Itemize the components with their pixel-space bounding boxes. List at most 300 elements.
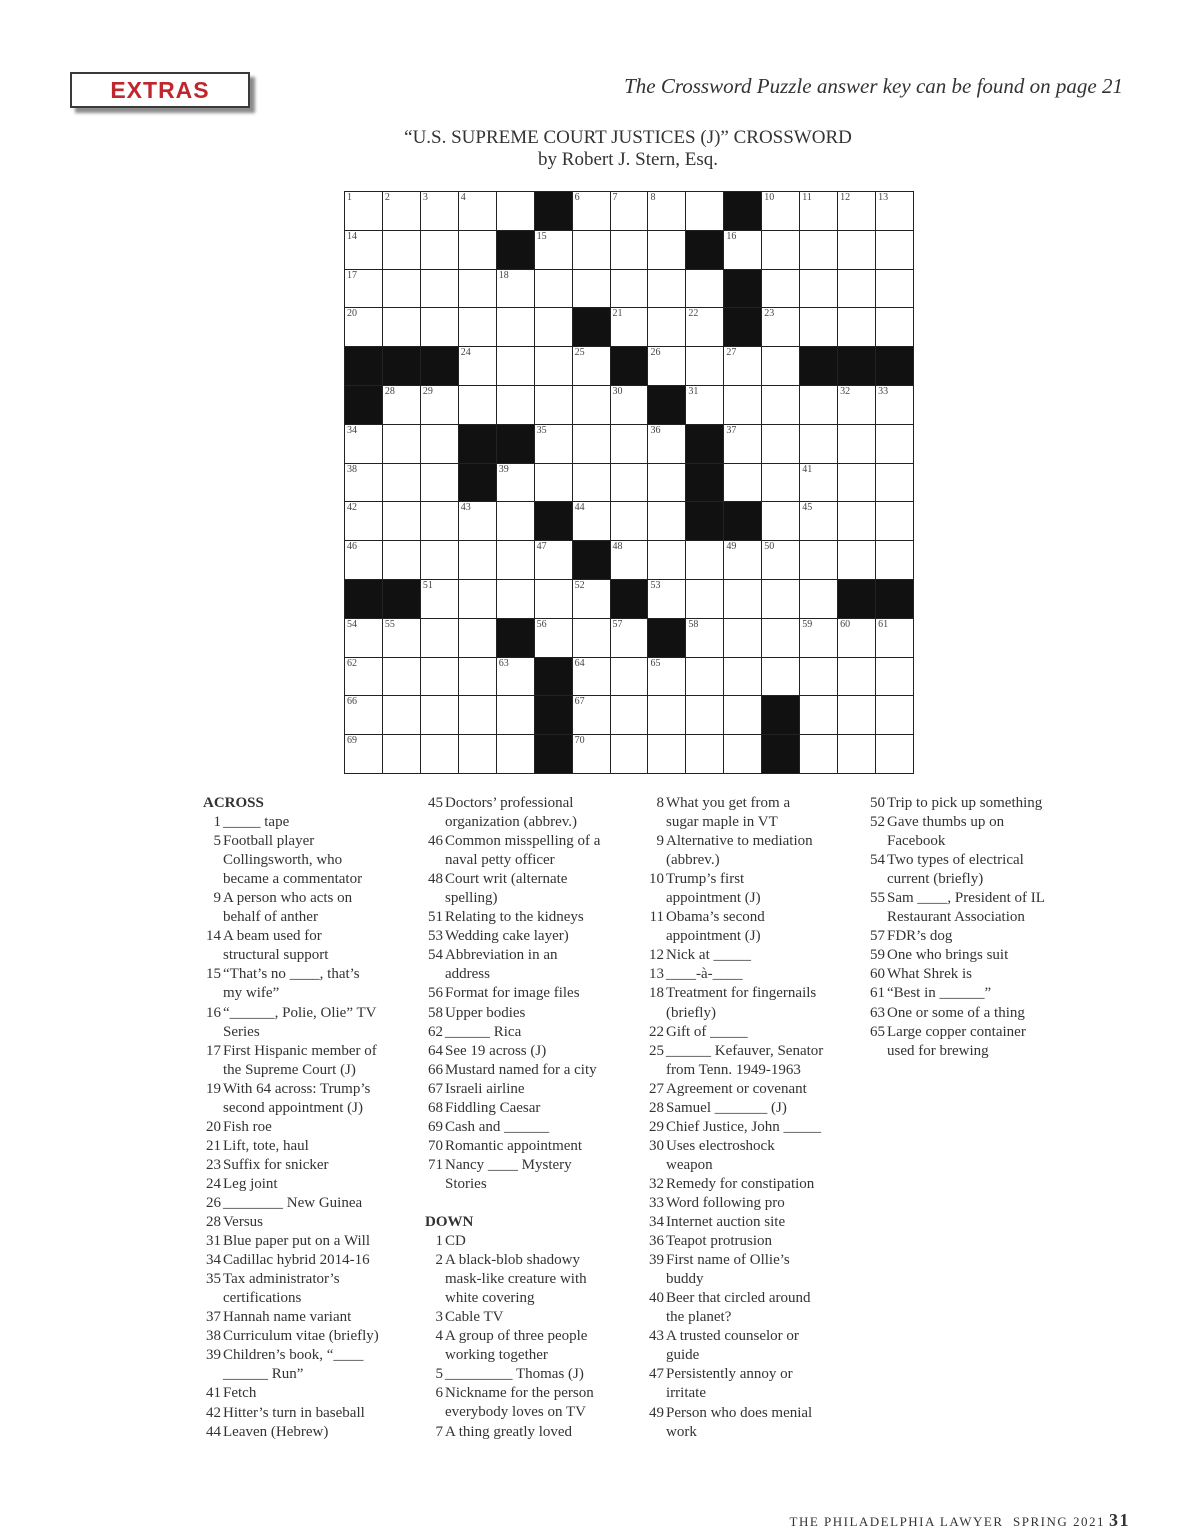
section-tag-label: EXTRAS [110,76,210,103]
clue-number: 63 [498,657,509,669]
grid-square [800,658,838,697]
clue-number-label: 4 [435,1328,443,1345]
grid-square [648,347,686,386]
grid-square [724,735,762,774]
clue-line [646,908,861,927]
grid-square [611,541,649,580]
clue-number-label: 61 [870,985,885,1002]
clue-line [646,794,861,813]
clue-text: Fiddling Caesar [445,1099,541,1116]
grid-square [838,192,876,231]
grid-square [497,580,535,619]
clue-number: 33 [878,385,889,397]
grid-square [497,735,535,774]
clue-line [646,1042,861,1061]
clue-line [425,1289,640,1308]
clue-number: 47 [536,541,547,553]
clue-number-label: 33 [649,1194,664,1211]
clue-number-label: 7 [435,1423,443,1440]
grid-square [648,425,686,464]
grid-square [535,308,573,347]
block-square [724,192,762,231]
crossword-grid [344,191,914,774]
clue-number-label: 34 [649,1214,664,1231]
clue-line [867,813,1082,832]
clue-line [425,1270,640,1289]
grid-square [611,735,649,774]
grid-square [421,464,459,503]
clue-line [425,1175,640,1194]
clue-text: Fetch [223,1385,257,1402]
clue-text: See 19 across (J) [445,1042,547,1059]
clue-number-label: 54 [870,852,885,869]
grid-square [459,192,497,231]
clue-line [203,946,418,965]
grid-square [762,502,800,541]
grid-square [838,658,876,697]
clue-line [646,965,861,984]
clue-number-label: 51 [428,909,443,926]
clue-text: Beer that circled around [666,1290,811,1307]
grid-square [762,386,800,425]
clue-line [867,1042,1082,1061]
clue-number-label: 59 [870,947,885,964]
clue-number: 18 [498,269,509,281]
clue-text: ______ Rica [445,1023,522,1040]
clue-text: FDR’s dog [887,928,953,945]
clue-number-label: 18 [649,985,664,1002]
clue-text: Mustard named for a city [445,1061,597,1078]
grid-square [800,696,838,735]
section-tag [70,72,250,108]
clue-text: Common misspelling of a [445,833,601,850]
clue-number-label: 34 [206,1252,221,1269]
clue-line [425,1099,640,1118]
clue-text: Nancy ____ Mystery [445,1156,572,1173]
clue-line [425,1061,640,1080]
clue-line [646,984,861,1003]
clue-text: Collingsworth, who [223,852,343,869]
grid-square [686,696,724,735]
block-square [686,502,724,541]
clue-column-4 [867,794,1082,1061]
clue-line [646,1213,861,1232]
clue-line [867,1023,1082,1042]
grid-square [762,231,800,270]
clue-line [425,1004,640,1023]
grid-square [611,231,649,270]
clue-number: 28 [384,385,395,397]
clue-number: 39 [498,463,509,475]
clue-number-label: 53 [428,928,443,945]
clue-line [203,1137,418,1156]
clue-number: 59 [802,618,813,630]
clue-text: Versus [223,1214,263,1231]
clue-text: Person who does menial [666,1404,813,1421]
grid-square [497,308,535,347]
block-square [686,464,724,503]
clue-text: Football player [223,833,315,850]
clue-text: Hitter’s turn in baseball [223,1404,365,1421]
grid-square [800,502,838,541]
clue-number: 58 [688,618,699,630]
grid-square [573,580,611,619]
grid-square [762,308,800,347]
clue-number-label: 12 [649,947,664,964]
clue-number-label: 22 [649,1023,664,1040]
clue-line [425,984,640,1003]
clue-text: Wedding cake layer) [445,928,569,945]
clue-line [203,1213,418,1232]
grid-square [800,386,838,425]
clue-number: 45 [802,502,813,514]
clue-number: 66 [347,696,357,708]
clue-line [646,1365,861,1384]
clue-text: Leaven (Hebrew) [223,1423,329,1440]
clue-text: address [445,966,490,983]
clue-text: organization (abbrev.) [445,814,578,831]
grid-square [573,231,611,270]
clue-line [646,832,861,851]
grid-square [497,270,535,309]
block-square [535,192,573,231]
clue-column-2 [425,794,640,1442]
clue-number-label: 9 [656,833,664,850]
clue-text: appointment (J) [666,890,761,907]
clue-text: Agreement or covenant [666,1080,807,1097]
clue-line [425,1156,640,1175]
grid-square [648,735,686,774]
clue-line [867,889,1082,908]
grid-square [724,541,762,580]
clue-number-label: 1 [213,814,221,831]
grid-square [345,308,383,347]
clue-number-label: 14 [206,928,221,945]
grid-square [876,270,914,309]
clue-line [425,1080,640,1099]
clue-number-label: 47 [649,1366,664,1383]
clue-text: Format for image files [445,985,580,1002]
clue-number-label: 48 [428,871,443,888]
clue-number: 70 [574,735,585,747]
clue-number-label: 52 [870,814,885,831]
clue-line [203,870,418,889]
grid-square [686,347,724,386]
grid-square [648,270,686,309]
grid-square [876,541,914,580]
clue-text: Gift of _____ [666,1023,748,1040]
clue-line [646,1232,861,1251]
clue-line [203,1042,418,1061]
clue-number-label: 39 [206,1347,221,1364]
grid-square [724,658,762,697]
clue-number-label: 62 [428,1023,443,1040]
clue-number-label: 46 [428,833,443,850]
clue-text: Suffix for snicker [223,1156,329,1173]
clue-number-label: 45 [428,795,443,811]
clue-text: irritate [666,1385,706,1402]
clue-text: ______ Kefauver, Senator [666,1042,824,1059]
clue-text: A beam used for [223,928,322,945]
grid-square [800,192,838,231]
clue-line [646,813,861,832]
page-footer [790,1510,1131,1531]
grid-square [383,386,421,425]
clue-line [203,1404,418,1423]
grid-square [800,541,838,580]
clue-line [425,1251,640,1270]
clue-text: Cadillac hybrid 2014-16 [223,1252,370,1269]
grid-square [838,502,876,541]
clue-number: 12 [840,192,851,203]
block-square [383,580,421,619]
clue-number-label: 9 [213,890,221,907]
clue-text: sugar maple in VT [666,814,778,831]
block-square [345,386,383,425]
clue-number-label: 1 [435,1233,443,1250]
clue-text: structural support [223,947,329,964]
clue-text: Nickname for the person [445,1385,594,1402]
clue-number-label: 13 [649,966,664,983]
grid-square [762,464,800,503]
grid-square [876,619,914,658]
clue-number-label: 8 [656,795,664,811]
clue-number-label: 32 [649,1175,664,1192]
clue-text: CD [445,1233,466,1250]
grid-square [421,192,459,231]
clue-text: behalf of anther [223,909,318,926]
grid-square [497,386,535,425]
grid-square [421,425,459,464]
clue-line [203,1080,418,1099]
clue-text: Uses electroshock [666,1137,775,1154]
grid-square [876,192,914,231]
clue-text: _________ Thomas (J) [445,1366,584,1383]
clue-line [203,1423,418,1442]
block-square [497,425,535,464]
block-square [535,735,573,774]
issue-label: SPRING 2021 [1013,1514,1105,1529]
clue-text: work [666,1423,697,1440]
clue-number-label: 37 [206,1309,221,1326]
clue-text: spelling) [445,890,498,907]
clue-text: A person who acts on [223,890,353,907]
clue-line [425,965,640,984]
grid-square [611,308,649,347]
block-square [838,347,876,386]
grid-square [459,386,497,425]
clue-number: 31 [688,385,699,397]
clue-number: 3 [422,192,428,203]
clue-text: Treatment for fingernails [666,985,817,1002]
clue-line [867,794,1082,813]
grid-square [573,270,611,309]
clue-text: weapon [666,1156,713,1173]
block-square [497,619,535,658]
grid-square [762,192,800,231]
grid-square [876,502,914,541]
clue-number-label: 3 [435,1309,443,1326]
clue-number: 41 [802,463,813,475]
clue-number-label: 42 [206,1404,221,1421]
clue-text: Fish roe [223,1118,272,1135]
clue-line [425,813,640,832]
grid-square [838,696,876,735]
clue-line [867,832,1082,851]
clue-text: Children’s book, “____ [223,1347,364,1364]
page-number: 31 [1109,1510,1130,1530]
clue-number-label: 55 [870,890,885,907]
grid-square [421,696,459,735]
grid-square [345,464,383,503]
clue-text: First Hispanic member of [223,1042,377,1059]
clue-text: Remedy for constipation [666,1175,815,1192]
grid-square [686,580,724,619]
clue-number: 50 [764,541,775,553]
clue-number: 46 [347,541,357,553]
clue-line [203,1384,418,1403]
grid-square [762,619,800,658]
grid-square [762,425,800,464]
grid-square [421,735,459,774]
clue-line [646,1099,861,1118]
clue-number-label: 56 [428,985,443,1002]
clue-number-label: 40 [649,1290,664,1307]
grid-square [497,502,535,541]
clue-text: buddy [666,1271,704,1288]
clue-line [203,832,418,851]
clue-number-label: 35 [206,1271,221,1288]
clue-line [425,1365,640,1384]
grid-square [383,696,421,735]
grid-square [383,308,421,347]
clue-number: 1 [347,192,352,203]
clue-line [425,1327,640,1346]
clue-number: 15 [536,230,547,242]
grid-square [611,425,649,464]
clue-text: ____-à-____ [666,966,743,983]
grid-square [459,231,497,270]
grid-square [800,425,838,464]
clue-line [646,1384,861,1403]
clue-number-label: 39 [649,1252,664,1269]
grid-square [724,231,762,270]
block-square [838,580,876,619]
clue-number: 44 [574,502,585,514]
clue-number: 6 [574,192,580,203]
block-square [686,425,724,464]
clue-number: 65 [650,657,661,669]
clue-number: 16 [726,230,737,242]
clue-line [646,1251,861,1270]
clue-line [425,1346,640,1365]
grid-square [497,347,535,386]
grid-square [876,735,914,774]
clue-number: 10 [764,192,775,203]
grid-square [421,658,459,697]
clue-line [203,1346,418,1365]
grid-square [383,502,421,541]
grid-square [876,231,914,270]
grid-square [383,735,421,774]
grid-square [383,464,421,503]
puzzle-byline: by Robert J. Stern, Esq. [538,149,718,170]
grid-square [686,308,724,347]
clue-line [646,1080,861,1099]
grid-square [421,386,459,425]
clue-line [646,1270,861,1289]
clue-text: Trump’s first [666,871,745,888]
grid-square [800,735,838,774]
clue-number: 13 [878,192,889,203]
clue-line [425,1023,640,1042]
clue-text: (abbrev.) [666,852,720,869]
grid-square [573,619,611,658]
clue-number: 67 [574,696,585,708]
clue-number-label: 5 [213,833,221,850]
grid-square [345,735,383,774]
clue-number-label: 10 [649,871,664,888]
grid-square [459,308,497,347]
clue-number-label: 36 [649,1233,664,1250]
clue-text: Obama’s second [666,909,765,926]
clue-text: used for brewing [887,1042,989,1059]
grid-square [648,192,686,231]
block-square [383,347,421,386]
grid-square [876,425,914,464]
clue-text: Series [223,1023,260,1040]
clue-text: Large copper container [887,1023,1026,1040]
grid-square [762,658,800,697]
clue-text: Abbreviation in an [445,947,558,964]
clue-number-label: 28 [649,1099,664,1116]
clue-line [646,851,861,870]
clue-number: 24 [460,347,471,359]
clue-text: Persistently annoy or [666,1366,793,1383]
clue-line [425,908,640,927]
grid-square [876,696,914,735]
block-square [876,347,914,386]
clue-text: (briefly) [666,1004,716,1021]
grid-square [800,464,838,503]
clue-text: Alternative to mediation [666,833,813,850]
grid-square [876,308,914,347]
grid-square [724,464,762,503]
grid-square [876,386,914,425]
clue-text: mask-like creature with [445,1271,587,1288]
block-square [724,308,762,347]
block-square [724,270,762,309]
clue-text: everybody loves on TV [445,1404,586,1421]
clue-text: Leg joint [223,1175,278,1192]
clue-number: 2 [384,192,390,203]
clue-number-label: 69 [428,1118,443,1135]
clue-line [867,965,1082,984]
grid-square [573,425,611,464]
clue-number: 56 [536,618,547,630]
grid-square [686,386,724,425]
clue-number-label: 16 [206,1004,221,1021]
clue-number-label: 2 [435,1252,443,1269]
grid-square [459,347,497,386]
clue-number-label: 63 [870,1004,885,1021]
clue-number: 20 [347,308,357,320]
clue-text: became a commentator [223,871,363,888]
clue-line [203,1194,418,1213]
clue-number-label: 24 [206,1175,221,1192]
clue-line [867,1004,1082,1023]
clue-text: Cash and ______ [445,1118,550,1135]
